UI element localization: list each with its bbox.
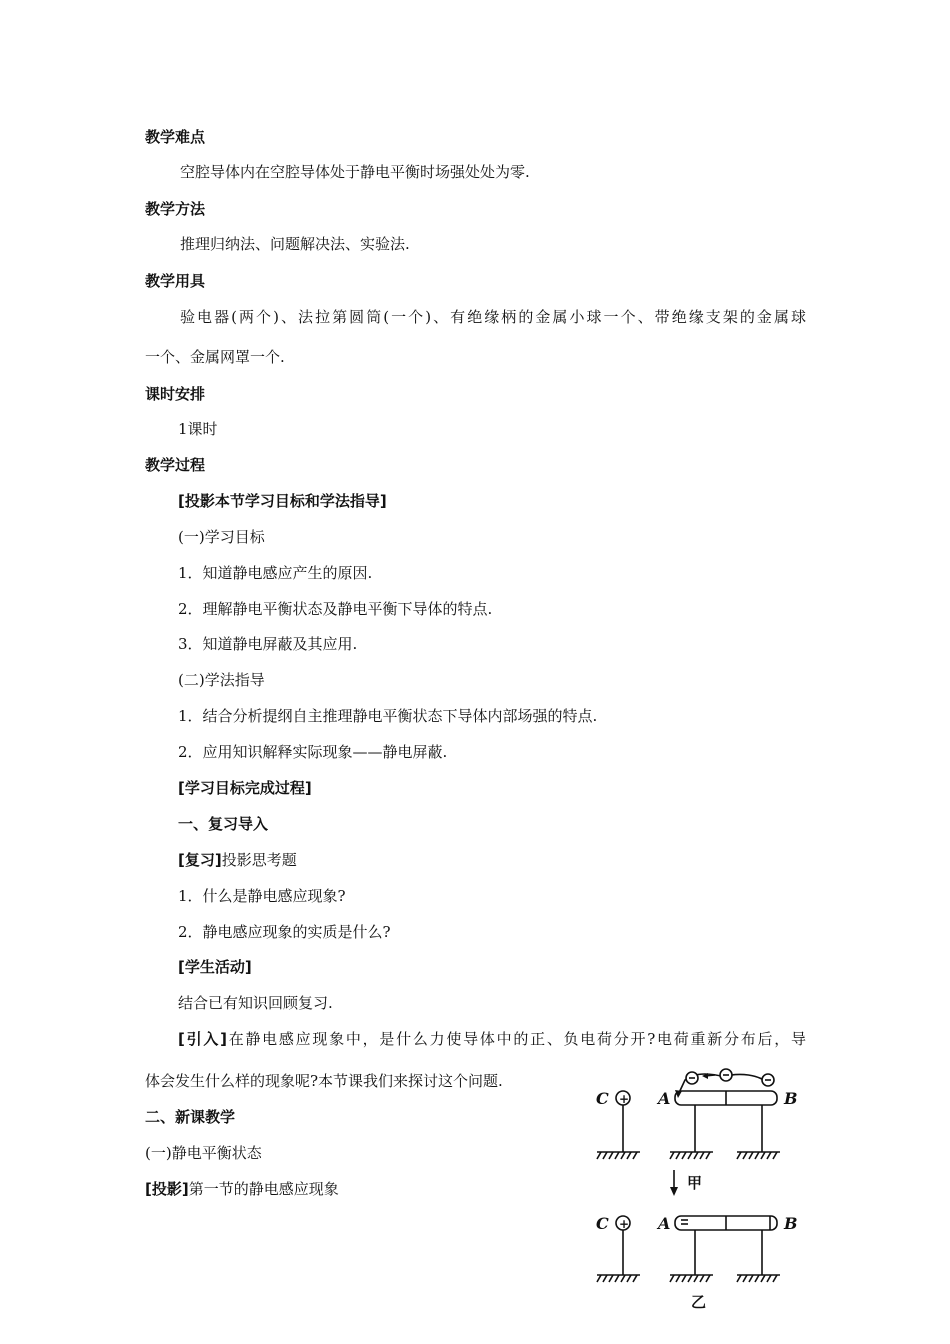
goal-item: 3．知道静电屏蔽及其应用.: [178, 635, 358, 653]
review-tag: [复习]: [178, 851, 222, 869]
review-intro-title: 一、复习导入: [178, 815, 269, 833]
difficulty-text: 空腔导体内在空腔导体处于静电平衡时场强处处为零.: [180, 163, 530, 181]
schedule-text: 1课时: [178, 420, 218, 438]
guide-item: 2．应用知识解释实际现象——静电屏蔽.: [178, 743, 448, 761]
goals-title: (一)学习目标: [178, 528, 265, 546]
difficulty-title: 教学难点: [145, 128, 206, 146]
guide-title: (二)学法指导: [178, 671, 265, 689]
projection-line: [145, 1179, 339, 1199]
completion-header: [学习目标完成过程]: [178, 779, 312, 797]
review-line: [178, 850, 297, 870]
label-a-bottom: A: [658, 1214, 671, 1233]
review-text: 投影思考题: [221, 851, 297, 869]
goal-item: 2．理解静电平衡状态及静电平衡下导体的特点.: [178, 600, 493, 618]
label-yi: 乙: [691, 1293, 707, 1310]
review-question: 1．什么是静电感应现象?: [178, 887, 346, 905]
method-title: 教学方法: [145, 200, 206, 218]
label-a-top: A: [658, 1089, 671, 1108]
new-lesson-title: 二、新课教学: [145, 1108, 236, 1126]
label-b-bottom: B: [784, 1214, 798, 1233]
tools-text-line-1: 验电器(两个)、法拉第圆筒(一个)、有绝缘柄的金属小球一个、带绝缘支架的金属球: [180, 308, 806, 326]
intro-tag: [引入]: [178, 1030, 227, 1048]
tools-title: 教学用具: [145, 272, 206, 290]
intro-text-1: 在静电感应现象中，是什么力使导体中的正、负电荷分开?电荷重新分布后，导: [226, 1030, 807, 1048]
guide-item: 1．结合分析提纲自主推理静电平衡状态下导体内部场强的特点.: [178, 707, 598, 725]
label-c-bottom: C: [596, 1214, 609, 1233]
tools-text-line-2: 一个、金属网罩一个.: [145, 348, 285, 366]
equilibrium-title: (一)静电平衡状态: [145, 1144, 262, 1162]
process-title: 教学过程: [145, 456, 206, 474]
label-jia: 甲: [687, 1174, 703, 1192]
schedule-title: 课时安排: [145, 385, 206, 403]
method-text: 推理归纳法、问题解决法、实验法.: [180, 235, 410, 253]
intro-line-1: [178, 1029, 806, 1049]
intro-line-2: 体会发生什么样的现象呢?本节课我们来探讨这个问题.: [145, 1072, 503, 1090]
charge-plus-top: +: [619, 1092, 630, 1106]
label-c-top: C: [596, 1089, 609, 1108]
charge-plus-bottom: +: [619, 1217, 630, 1231]
student-activity-tag: [学生活动]: [178, 958, 252, 976]
electrostatic-induction-figure: [585, 1060, 810, 1310]
student-activity-text: 结合已有知识回顾复习.: [178, 994, 333, 1012]
projection-tag: [投影]: [145, 1180, 189, 1198]
projection-text: 第一节的静电感应现象: [188, 1180, 339, 1198]
goal-item: 1．知道静电感应产生的原因.: [178, 564, 373, 582]
projection-header: [投影本节学习目标和学法指导]: [178, 492, 387, 510]
label-b-top: B: [784, 1089, 798, 1108]
review-question: 2．静电感应现象的实质是什么?: [178, 923, 391, 941]
